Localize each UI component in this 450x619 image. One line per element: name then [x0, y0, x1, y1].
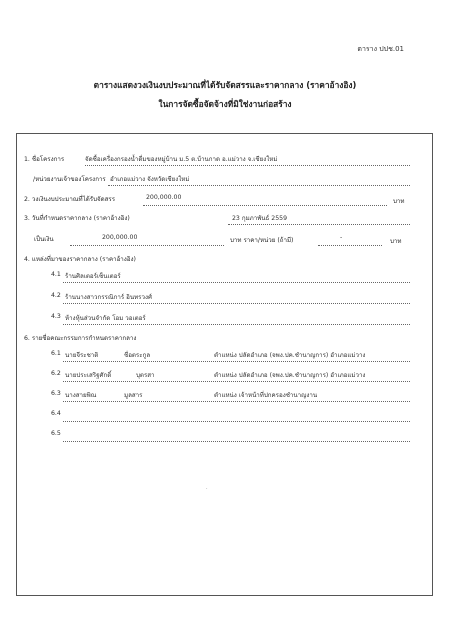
- member-1-surname: ชื่อตระกูล: [124, 352, 151, 359]
- member-4-no: 6.4: [51, 410, 61, 417]
- unit-price-line: [318, 245, 382, 246]
- member-5-line: [63, 441, 410, 442]
- date-value: 23 กุมภาพันธ์ 2559: [232, 215, 288, 222]
- source-1-no: 4.1: [51, 271, 61, 278]
- budget-line: [143, 205, 387, 206]
- title-line-1: ตารางแสดงวงเงินงบประมาณที่ได้รับจัดสรรและราคากลาง (ราคาอ้างอิง): [93, 80, 357, 90]
- member-1-position: ตำแหน่ง ปลัดอำเภอ (จพง.ปค.ชำนาญการ) อำเภอแม่วาง: [214, 352, 366, 359]
- unit-price-unit: บาท: [390, 238, 402, 245]
- project-name-value: จัดซื้อเครื่องกรองน้ำดื่มของหมู่บ้าน ม.5 ต.บ้านกาด อ.แม่วาง จ.เชียงใหม่: [85, 156, 278, 163]
- form-code: ตาราง ปปช.01: [357, 45, 404, 53]
- project-name-line: [85, 165, 410, 166]
- agency-line: [108, 185, 410, 186]
- member-2-position: ตำแหน่ง ปลัดอำเภอ (จพง.ปค.ชำนาญการ) อำเภอแม่วาง: [214, 372, 366, 379]
- member-1-line: [63, 361, 410, 362]
- source-3-line: [63, 324, 410, 325]
- agency-label: /หน่วยงานเจ้าของโครงการ: [33, 176, 106, 183]
- unit-price-value: -: [340, 234, 343, 241]
- member-1-no: 6.1: [51, 350, 61, 357]
- budget-value: 200,000.00: [146, 194, 182, 201]
- member-3-no: 6.3: [51, 390, 61, 397]
- source-1-text: ร้านศิลเตอร์เซ็นเตอร์: [65, 273, 121, 280]
- member-3-line: [63, 401, 410, 402]
- unit-price-label: บาท ราคา/หน่วย (ถ้ามี): [230, 237, 294, 244]
- member-2-no: 6.2: [51, 370, 61, 377]
- agency-value: อำเภอแม่วาง จังหวัดเชียงใหม่: [110, 176, 190, 183]
- source-2-text: ร้านนางสาวกรรณิการ์ อินทรวงศ์: [65, 294, 152, 301]
- member-3-surname: มูลสาร: [124, 392, 143, 399]
- source-2-line: [63, 303, 410, 304]
- scan-mark-icon: ·: [206, 486, 208, 492]
- sources-label: 4. แหล่งที่มาของราคากลาง (ราคาอ้างอิง): [24, 256, 136, 263]
- committee-label: 6. รายชื่อคณะกรรมการกำหนดราคากลาง: [24, 335, 137, 342]
- date-label: 3. วันที่กำหนดราคากลาง (ราคาอ้างอิง): [24, 215, 130, 222]
- member-4-line: [63, 421, 410, 422]
- amount-line: [70, 245, 224, 246]
- project-name-label: 1. ชื่อโครงการ: [24, 156, 65, 163]
- source-2-no: 4.2: [51, 292, 61, 299]
- amount-label: เป็นเงิน: [34, 236, 54, 243]
- member-5-no: 6.5: [51, 430, 61, 437]
- member-3-position: ตำแหน่ง เจ้าหน้าที่ปกครองชำนาญงาน: [214, 392, 318, 399]
- amount-value: 200,000.00: [102, 234, 138, 241]
- source-1-line: [63, 282, 410, 283]
- member-2-line: [63, 381, 410, 382]
- member-2-name: นายประเสริฐศักดิ์: [65, 372, 112, 379]
- member-3-name: นางสายพิณ: [65, 392, 97, 399]
- source-3-no: 4.3: [51, 313, 61, 320]
- budget-unit: บาท: [393, 198, 405, 205]
- member-1-name: นายจีระชาติ: [65, 352, 99, 359]
- budget-label: 2. วงเงินงบประมาณที่ได้รับจัดสรร: [24, 196, 116, 203]
- title-line-2: ในการจัดซื้อจัดจ้างที่มิใช่งานก่อสร้าง: [158, 99, 292, 109]
- member-2-surname: บุตรสา: [136, 372, 155, 379]
- source-3-text: ห้างหุ้นส่วนจำกัด โอม วอเตอร์: [65, 315, 146, 322]
- date-line: [228, 224, 410, 225]
